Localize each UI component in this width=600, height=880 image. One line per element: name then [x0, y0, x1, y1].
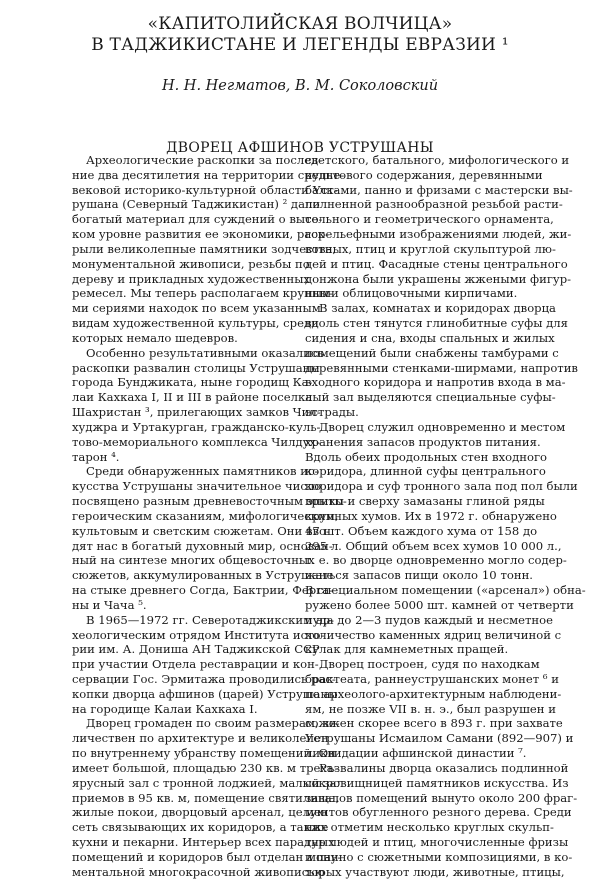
text-line: 47 шт. Объем каждого хума от 158 до — [305, 523, 538, 538]
text-line: ремесел. Мы теперь располагаем крупны- — [72, 286, 333, 301]
text-line: помещений были снабжены тамбурами с — [305, 345, 559, 360]
text-line: тово-мемориального комплекса Чилдух- — [72, 434, 320, 449]
text-line: вековой историко-культурной области Уст- — [72, 182, 338, 197]
text-line: кухни и пекарни. Интерьер всех парадных — [72, 835, 335, 850]
text-line: хеологическим отрядом Института исто- — [72, 627, 325, 642]
text-line: Вдоль обеих продольных стен входного — [305, 449, 548, 464]
text-line: коридора, длинной суфы центрального — [305, 464, 546, 479]
text-line: эстрады. — [305, 405, 359, 420]
text-line: которых немало шедевров. — [72, 330, 238, 345]
text-line: них отметим несколько круглых скульп- — [305, 820, 554, 835]
text-line: приемов в 95 кв. м, помещение святилища, — [72, 790, 340, 805]
text-line: дереву и прикладных художественных — [72, 271, 310, 286]
text-line: донжона были украшены жжеными фигур- — [305, 271, 572, 286]
text-line: рыли великолепные памятники зодчества, — [72, 241, 337, 256]
text-line: ние два десятилетия на территории средне- — [72, 167, 345, 182]
right-text-column — [305, 153, 586, 880]
text-line: личествен по архитектуре и великолепен — [72, 731, 329, 746]
article-authors: Н. Н. Негматов, В. М. Соколовский — [161, 78, 439, 94]
text-line: ям, не позже VII в. н. э., был разрушен и — [305, 701, 556, 716]
text-line: худжра и Уртакурган, гражданско-куль- — [72, 419, 321, 434]
text-line: тельного и геометрического орнамента, — [305, 212, 554, 227]
text-line: сидения и сна, входы спальных и жилых — [305, 330, 555, 345]
text-line: светского, батального, мифологического и — [305, 153, 570, 167]
text-line: и панно с сюжетными композициями, в ко- — [305, 849, 573, 864]
text-line: Археологические раскопки за послед- — [86, 153, 323, 167]
text-line: копки дворца афшинов (царей) Уструшаны — [72, 686, 338, 701]
text-line: помещений и коридоров был отделан мону- — [72, 849, 342, 864]
text-line: крупных хумов. Их в 1972 г. обнаружено — [305, 508, 557, 523]
text-line: рии им. А. Дониша АН Таджикской ССР — [72, 642, 320, 657]
section-heading: ДВОРЕЦ АФШИНОВ УСТРУШАНЫ — [166, 140, 434, 156]
text-line: В специальном помещении («арсенал») обна- — [305, 583, 586, 598]
text-line: Дворец служил одновременно и местом — [319, 419, 566, 434]
text-line: ликвидации афшинской династии ⁷. — [305, 746, 527, 761]
article-title-line-1: «КАПИТОЛИЙСКАЯ ВОЛЧИЦА» — [147, 14, 453, 34]
text-line: Развалины дворца оказались подлинной — [319, 760, 569, 775]
text-line: коридора и суф тронного зала под пол были — [305, 479, 578, 494]
text-line: т. е. во дворце одновременно могло содер- — [305, 553, 567, 568]
text-line: ны и Чача ⁵. — [72, 597, 147, 612]
text-line: врыты и сверху замазаны глиной ряды — [305, 494, 545, 509]
text-line: лый зал выделяются специальные суфы- — [305, 390, 556, 405]
text-line: сокровищницей памятников искусства. Из — [305, 775, 569, 790]
article-title-line-2: В ТАДЖИКИСТАНЕ И ЛЕГЕНДЫ ЕВРАЗИИ ¹ — [91, 35, 509, 55]
text-line: культовым и светским сюжетам. Они вво- — [72, 523, 330, 538]
text-line: рушана (Северный Таджикистан) ² дали — [72, 197, 321, 212]
text-line: по археолого-архитектурным наблюдени- — [305, 686, 562, 701]
text-line: вотных, птиц и круглой скульптурой лю- — [305, 241, 556, 256]
text-line: тарон ⁴. — [72, 449, 120, 464]
text-line: раскопки развалин столицы Уструшаны — [72, 360, 320, 375]
text-line: лаи Кахкаха I, II и III в районе поселка — [72, 390, 313, 405]
text-line: ми сериями находок по всем указанным — [72, 301, 321, 316]
text-line: Особенно результативными оказались — [86, 345, 324, 360]
text-line: ными облицовочными кирпичами. — [305, 286, 518, 301]
text-line: видам художественной культуры, среди — [72, 316, 319, 331]
text-line: ный на синтезе многих общевосточных — [72, 553, 315, 568]
text-line: монументальной живописи, резьбы по — [72, 256, 310, 271]
text-line: Дворец построен, судя по находкам — [319, 657, 540, 672]
text-line: на городище Калаи Кахкаха I. — [72, 701, 258, 716]
text-line: культового содержания, деревянными — [305, 167, 543, 182]
text-line: жилые покои, дворцовый арсенал, целую — [72, 805, 327, 820]
text-line: количество каменных ядриц величиной с — [305, 627, 562, 642]
text-line: Уструшаны Исмаилом Самани (892—907) и — [305, 731, 574, 746]
text-line: сюжетов, аккумулированных в Уструшане — [72, 568, 334, 583]
text-line: торых участвуют люди, животные, птицы, — [305, 864, 565, 879]
text-line: сервации Гос. Эрмитажа проводились рас- — [72, 671, 336, 686]
text-line: В залах, комнатах и коридорах дворца — [319, 301, 556, 316]
text-line: Среди обнаруженных памятников ис- — [86, 464, 319, 479]
text-line: Дворец громаден по своим размерам, ве- — [86, 716, 340, 731]
text-line: В 1965—1972 гг. Северотаджикским ар- — [86, 612, 335, 627]
text-line: горельефными изображениями людей, жи- — [305, 227, 572, 242]
text-line: кусства Уструшаны значительное число — [72, 479, 322, 494]
text-line: имеет большой, площадью 230 кв. м трехъ- — [72, 760, 339, 775]
text-line: тур людей и птиц, многочисленные фризы — [305, 835, 569, 850]
text-line: пуда до 2—3 пудов каждый и несметное — [305, 612, 553, 627]
text-line: дей и птиц. Фасадные стены центрального — [305, 256, 568, 271]
text-line: по внутреннему убранству помещений. Он — [72, 746, 336, 761]
text-line: хранения запасов продуктов питания. — [305, 434, 541, 449]
text-line: ментов обугленного резного дерева. Среди — [305, 805, 572, 820]
text-line: города Бунджиката, ныне городищ Ка- — [72, 375, 313, 390]
text-line: дят нас в богатый духовный мир, основан- — [72, 538, 333, 553]
text-line: 295 л. Общий объем всех хумов 10 000 л., — [305, 538, 562, 553]
text-line: героическим сказаниям, мифологическим, — [72, 508, 339, 523]
text-line: жаться запасов пищи около 10 тонн. — [305, 568, 533, 583]
text-line: на стыке древнего Согда, Бактрии, Ферга- — [72, 583, 334, 598]
text-line: ком уровне развития ее экономики, раск- — [72, 227, 329, 242]
text-line: балками, панно и фризами с мастерски вы- — [305, 182, 573, 197]
text-line: Шахристан ³, прилегающих замков Чил- — [72, 405, 321, 420]
text-line: деревянными стенками-ширмами, напротив — [305, 360, 578, 375]
text-line: при участии Отдела реставрации и кон- — [72, 657, 319, 672]
text-line: сеть связывающих их коридоров, а также — [72, 820, 329, 835]
text-line: ментальной многокрасочной живописью — [72, 864, 325, 879]
text-line: полненной разнообразной резьбой расти- — [305, 197, 563, 212]
text-line: ружено более 5000 шт. камней от четверти — [305, 597, 574, 612]
text-line: брактеата, раннеуструшанских монет ⁶ и — [305, 671, 559, 686]
text-line: завалов помещений вынуто около 200 фраг- — [305, 790, 578, 805]
text-line: вдоль стен тянутся глинобитные суфы для — [305, 316, 568, 331]
text-line: кулак для камнеметных пращей. — [305, 642, 509, 657]
text-line: входного коридора и напротив входа в ма- — [305, 375, 566, 390]
text-line: посвящено разным древневосточным эпико- — [72, 494, 347, 509]
text-line: богатый материал для суждений о высо- — [72, 212, 323, 227]
text-line: ярусный зал с тронной лоджией, малый зал — [72, 775, 344, 790]
text-line: сожжен скорее всего в 893 г. при захвате — [305, 716, 563, 731]
